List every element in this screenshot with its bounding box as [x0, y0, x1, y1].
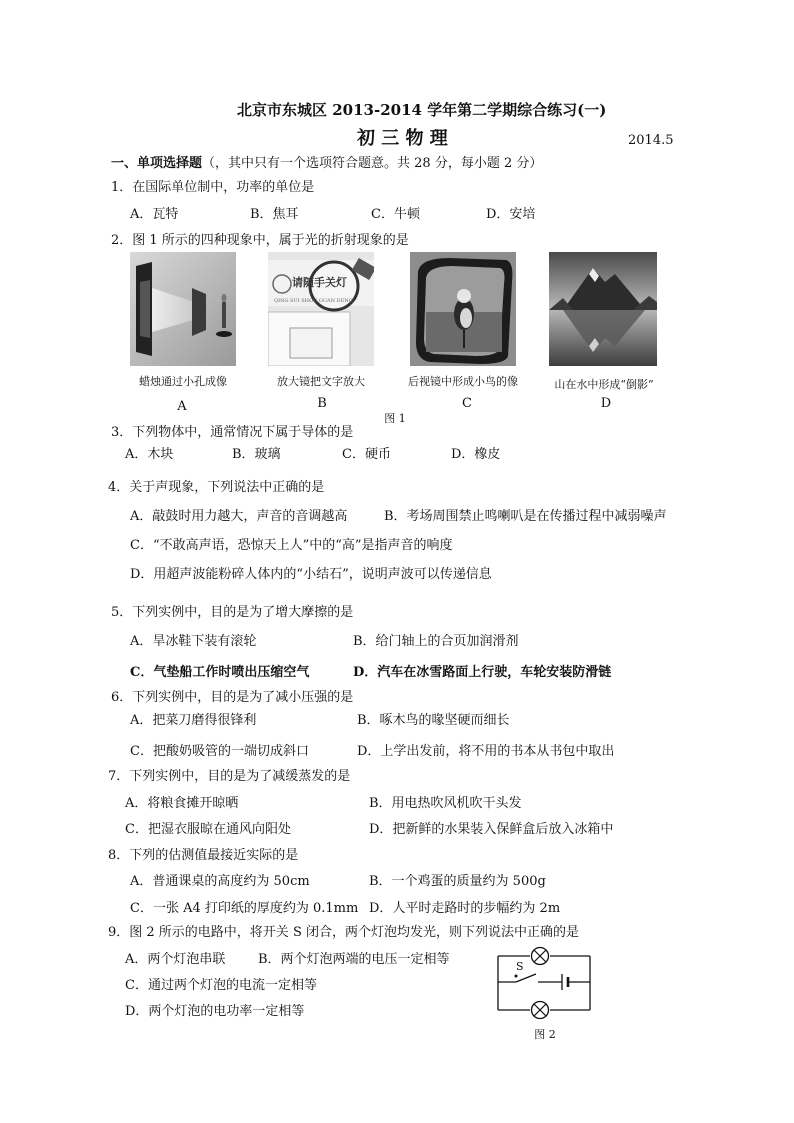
section-note: （，其中只有一个选项符合题意。共 28 分，每小题 2 分）: [202, 156, 543, 171]
sign-text: 请随手关灯: [292, 276, 347, 289]
figure-b-letter: B: [317, 396, 327, 411]
lamp-bottom-icon: [530, 1000, 550, 1020]
q8-option-c: C．一张 A4 打印纸的厚度约为 0.1mm: [130, 901, 359, 916]
q9-option-a: A．两个灯泡串联: [125, 952, 226, 967]
switch-label: S: [516, 960, 524, 973]
q7-option-d: D．把新鲜的水果装入保鲜盒后放入冰箱中: [369, 822, 614, 837]
q3-option-b: B．玻璃: [232, 447, 281, 462]
q6-option-b: B．啄木鸟的喙坚硬而细长: [357, 713, 510, 728]
figure-1-label: 图 1: [384, 412, 406, 425]
q5-option-b: B．给门轴上的合页加润滑剂: [353, 634, 519, 649]
q9-option-b: B．两个灯泡两端的电压一定相等: [258, 952, 450, 967]
q1-option-a: A．瓦特: [130, 207, 179, 222]
sign-subtext: QING SUI SHOU GUAN DENG: [274, 298, 353, 304]
q6-stem: 6．下列实例中，目的是为了减小压强的是: [111, 690, 354, 705]
figure-a-caption: 蜡烛通过小孔成像: [139, 375, 227, 388]
q6-option-a: A．把菜刀磨得很锋利: [130, 713, 257, 728]
q7-stem: 7．下列实例中，目的是为了减缓蒸发的是: [108, 769, 351, 784]
circuit-diagram: [494, 944, 596, 1020]
subject-title: 初 三 物 理: [357, 128, 448, 149]
q4-stem: 4．关于声现象，下列说法中正确的是: [108, 480, 325, 495]
rearview-mirror-image: [410, 252, 516, 366]
q5-option-d: D．汽车在冰雪路面上行驶，车轮安装防滑链: [353, 665, 612, 680]
q7-option-a: A．将粮食摊开晾晒: [125, 796, 239, 811]
exam-date: 2014.5: [628, 133, 674, 148]
q4-option-d: D．用超声波能粉碎人体内的“小结石”，说明声波可以传递信息: [130, 567, 492, 582]
figure-b-caption: 放大镜把文字放大: [277, 375, 365, 388]
q3-option-a: A．木块: [125, 447, 174, 462]
figure-a-letter: A: [177, 399, 187, 414]
figure-2-label: 图 2: [534, 1028, 556, 1041]
q6-option-c: C．把酸奶吸管的一端切成斜口: [130, 744, 309, 759]
q5-option-c: C．气垫船工作时喷出压缩空气: [130, 665, 310, 680]
q4-option-a: A．敲鼓时用力越大，声音的音调越高: [130, 509, 348, 524]
q5-stem: 5．下列实例中，目的是为了增大摩擦的是: [111, 605, 354, 620]
lamp-top-icon: [530, 946, 550, 966]
q1-option-d: D．安培: [486, 207, 536, 222]
q2-stem: 2．图 1 所示的四种现象中，属于光的折射现象的是: [111, 233, 409, 248]
q9-option-d: D．两个灯泡的电功率一定相等: [125, 1004, 305, 1019]
q9-stem: 9．图 2 所示的电路中，将开关 S 闭合，两个灯泡均发光，则下列说法中正确的是: [108, 925, 579, 940]
q7-option-c: C．把湿衣服晾在通风向阳处: [125, 822, 291, 837]
figure-c-caption: 后视镜中形成小鸟的像: [408, 375, 518, 388]
section-title: 一、单项选择题: [111, 156, 203, 171]
q8-stem: 8．下列的估测值最接近实际的是: [108, 848, 299, 863]
section-heading: [111, 156, 542, 172]
q1-option-b: B．焦耳: [250, 207, 299, 222]
figure-d-caption: 山在水中形成“倒影”: [554, 378, 654, 391]
q5-option-a: A．旱冰鞋下装有滚轮: [130, 634, 257, 649]
pinhole-candle-image: [130, 252, 236, 366]
q6-option-d: D．上学出发前，将不用的书本从书包中取出: [357, 744, 615, 759]
q8-option-d: D．人平时走路时的步幅约为 2m: [369, 901, 561, 916]
exam-title: 北京市东城区 2013-2014 学年第二学期综合练习(一): [237, 101, 607, 119]
q7-option-b: B．用电热吹风机吹干头发: [369, 796, 522, 811]
q8-option-b: B．一个鸡蛋的质量约为 500g: [369, 874, 546, 889]
magnifier-sign-image: [268, 252, 374, 366]
q8-option-a: A．普通课桌的高度约为 50cm: [130, 874, 310, 889]
figure-c-letter: C: [462, 396, 472, 411]
q4-option-c: C．“不敢高声语，恐惊天上人”中的“高”是指声音的响度: [130, 538, 453, 553]
q4-option-b: B．考场周围禁止鸣喇叭是在传播过程中减弱噪声: [384, 509, 667, 524]
q1-stem: 1．在国际单位制中，功率的单位是: [111, 180, 315, 195]
figure-d-letter: D: [600, 396, 612, 411]
q3-stem: 3．下列物体中，通常情况下属于导体的是: [111, 425, 354, 440]
mountain-reflection-image: [549, 252, 657, 366]
q9-option-c: C．通过两个灯泡的电流一定相等: [125, 978, 317, 993]
q1-option-c: C．牛顿: [371, 207, 420, 222]
q3-option-c: C．硬币: [342, 447, 391, 462]
q3-option-d: D．橡皮: [451, 447, 501, 462]
